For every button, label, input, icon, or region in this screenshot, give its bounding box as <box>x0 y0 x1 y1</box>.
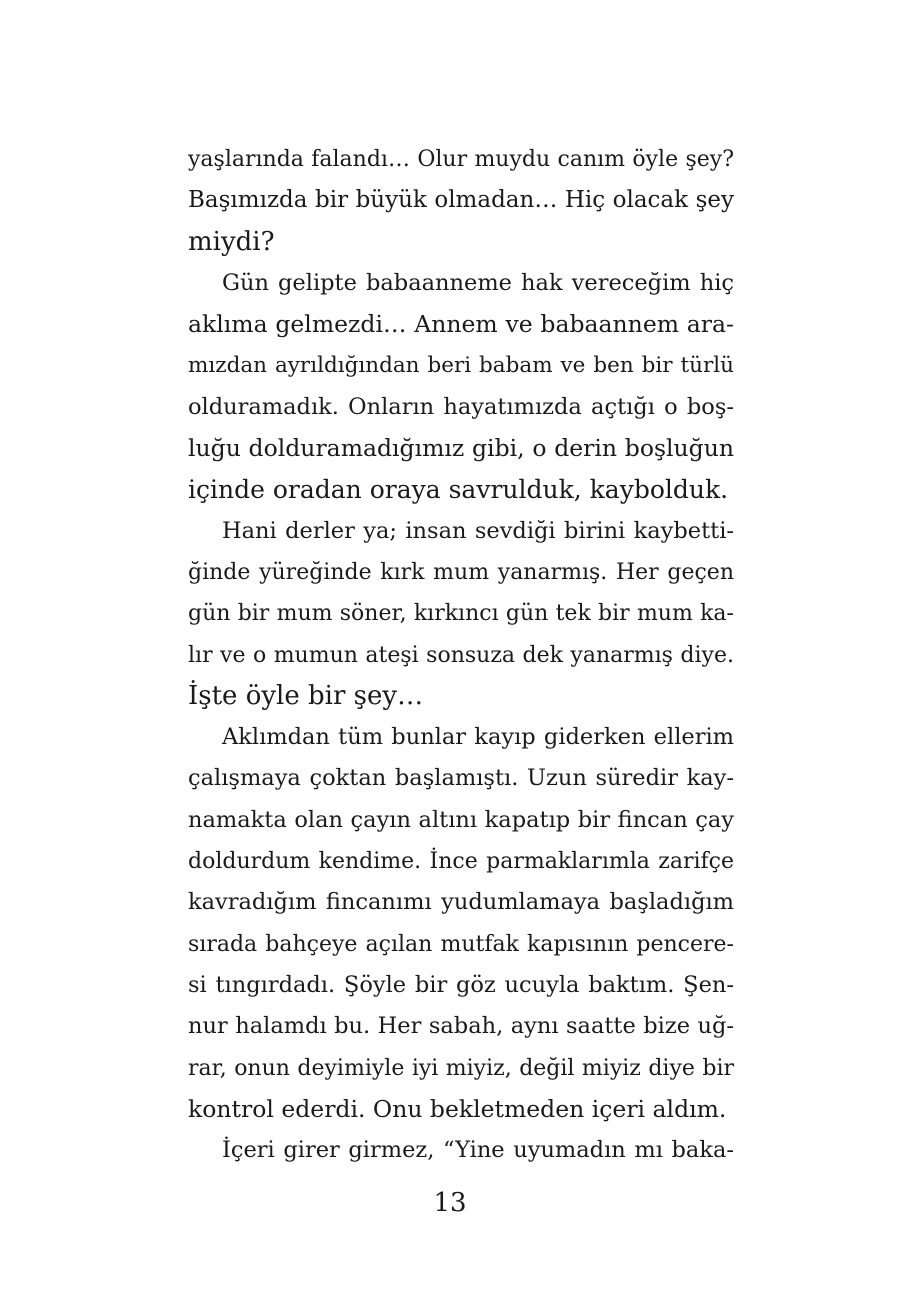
text-line: aklıma gelmezdi… Annem ve babaannem ara- <box>188 310 734 339</box>
text-line: miydi? <box>188 226 275 257</box>
text-line: kontrol ederdi. Onu bekletmeden içeri aldım. <box>188 1094 727 1123</box>
text-line: Aklımdan tüm bunlar kayıp giderken ellerim <box>222 724 734 751</box>
text-line: nur halamdı bu. Her sabah, aynı saatte bize uğ- <box>188 1013 734 1040</box>
page-number: 13 <box>433 1188 467 1218</box>
text-line: ğinde yüreğinde kırk mum yanarmış. Her geçen <box>188 559 734 585</box>
text-line: Gün gelipte babaanneme hak vereceğim hiç <box>222 269 734 296</box>
text-line: çalışmaya çoktan başlamıştı. Uzun süredir kay- <box>188 765 734 792</box>
text-line: luğu dolduramadığımız gibi, o derin boşluğun <box>188 434 734 463</box>
text-line: sırada bahçeye açılan mutfak kapısının pencere- <box>188 931 734 957</box>
text-line: kavradığım fincanımı yudumlamaya başladığım <box>188 889 734 916</box>
text-line: namakta olan çayın altını kapatıp bir fincan çay <box>188 806 734 833</box>
text-line: mızdan ayrıldığından beri babam ve ben bir türlü <box>188 353 734 379</box>
text-line: si tıngırdadı. Şöyle bir göz ucuyla baktım. Şen- <box>188 971 734 998</box>
text-line: lır ve o mumun ateşi sonsuza dek yanarmış diye. <box>188 642 734 668</box>
body-text <box>188 139 734 1171</box>
text-line: yaşlarında falandı… Olur muydu canım öyle şey? <box>188 147 734 172</box>
text-line: Başımızda bir büyük olmadan… Hiç olacak şey <box>188 187 734 214</box>
text-line: Hani derler ya; insan sevdiği birini kaybetti- <box>222 517 734 544</box>
text-line: İçeri girer girmez, “Yine uyumadın mı baka- <box>222 1137 734 1164</box>
text-line: doldurdum kendime. İnce parmaklarımla zarifçe <box>188 849 734 875</box>
text-line: rar, onun deyimiyle iyi miyiz, değil miyiz diye bir <box>188 1055 734 1081</box>
text-line: gün bir mum söner, kırkıncı gün tek bir mum ka- <box>188 601 734 627</box>
text-line: içinde oradan oraya savrulduk, kaybolduk. <box>188 475 729 505</box>
text-line: olduramadık. Onların hayatımızda açtığı o boş- <box>188 393 734 420</box>
text-line: İşte öyle bir şey… <box>188 680 424 711</box>
